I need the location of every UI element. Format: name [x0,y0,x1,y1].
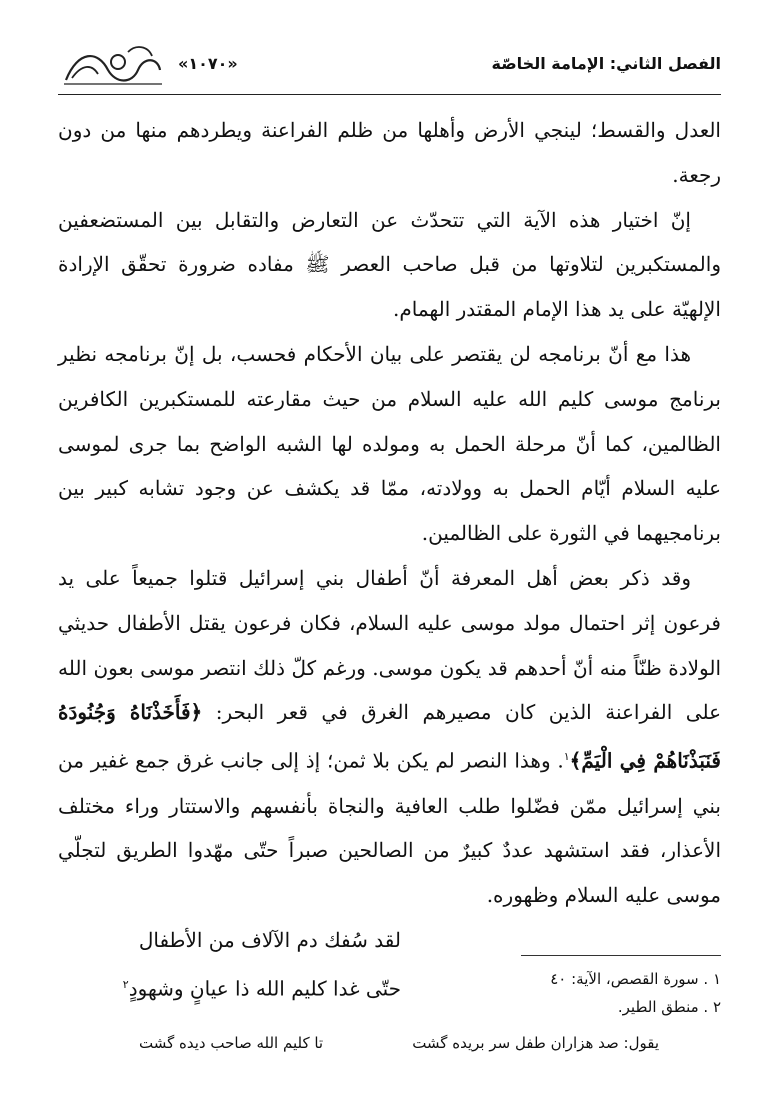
footnote-1: ١ . سورة القصص، الآية: ٤٠ [550,970,721,988]
paragraph-4-before: وقد ذكر بعض أهل المعرفة أنّ أطفال بني إسرائيل قتلوا جميعاً على يد فرعون إثر احتمال مولد موسى عليه السلام، فكان فرعون يقتل الأطفال حديثي الولادة ظنّاً منه أنّ أحدهم قد يكون موسى. ورغم كلّ ذلك انتصر موسى بعون الله على الفراعنة الذين كان مصيرهم الغرق في قعر البحر: [58,565,722,725]
footnotes [58,965,721,1021]
chapter-title: الفصل الثاني: الإمامة الخاصّة [491,54,721,73]
footnote-rule [521,955,721,956]
main-text [58,108,721,1011]
paragraph-1: العدل والقسط؛ لينجي الأرض وأهلها من ظلم الفراعنة ويطردهم منها من دون رجعة. [58,118,721,187]
page-header [58,40,721,92]
poem-line-1: لقد سُفك دم الآلاف من الأطفال [138,928,401,952]
poem-line-2-text: حتّى غدا كليم الله ذا عيانٍ وشهودٍ [128,976,401,1001]
footnote-ref-1[interactable]: ١ [563,750,570,764]
page-number: «١٠٧٠» [178,54,238,73]
footnote-2: ٢ . منطق الطير. [617,998,721,1016]
persian-verse [139,1034,659,1052]
paragraph-4 [58,556,721,918]
header-rule [58,94,721,95]
paragraph-4-after: . وهذا النصر لم يكن بلا ثمن؛ إذ إلى جانب غرق جمع غفير من بني إسرائيل ممّن فضّلوا طلب العافية والنجاة بأنفسهم والاستتار وراء مختلف الأعذار، فقد استشهد عددٌ كبيرٌ من الصالحين صبراً حتّى مهّدوا الطريق لتجلّي موسى عليه السلام وظهوره. [58,748,721,908]
header-ornament-icon [58,40,168,92]
persian-verse-second: تا كليم الله صاحب ديده گشت [139,1034,324,1052]
paragraph-3: هذا مع أنّ برنامجه لن يقتصر على بيان الأحكام فحسب، بل إنّ برنامجه نظير برنامج موسى كليم الله عليه السلام من حيث مقارعته للمستكبرين الكافرين الظالمين، كما أنّ مرحلة الحمل به ومولده لها الشبه الواضح بما جرى لموسى عليه السلام أيّام الحمل به وولادته، ممّا قد يكشف عن وجود تشابه كبير بين برنامجيهما في الثورة على الظالمين. [58,341,721,546]
footnote-ref-2[interactable]: ٢ [122,977,129,991]
paragraph-2: إنّ اختيار هذه الآية التي تتحدّث عن التعارض والتقابل بين المستضعفين والمستكبرين لتلاوتها من قبل صاحب العصر ﷺ مفاده ضرورة تحقّق الإرادة الإلهيّة على يد هذا الإمام المقتدر الهمام. [58,207,721,322]
quran-verse: ﴿فَأَخَذْنَاهُ وَجُنُودَهُ فَنَبَذْنَاهُمْ فِي الْيَمِّ﴾ [58,700,721,773]
persian-verse-first: يقول: صد هزاران طفل سر بريده گشت [412,1034,659,1052]
